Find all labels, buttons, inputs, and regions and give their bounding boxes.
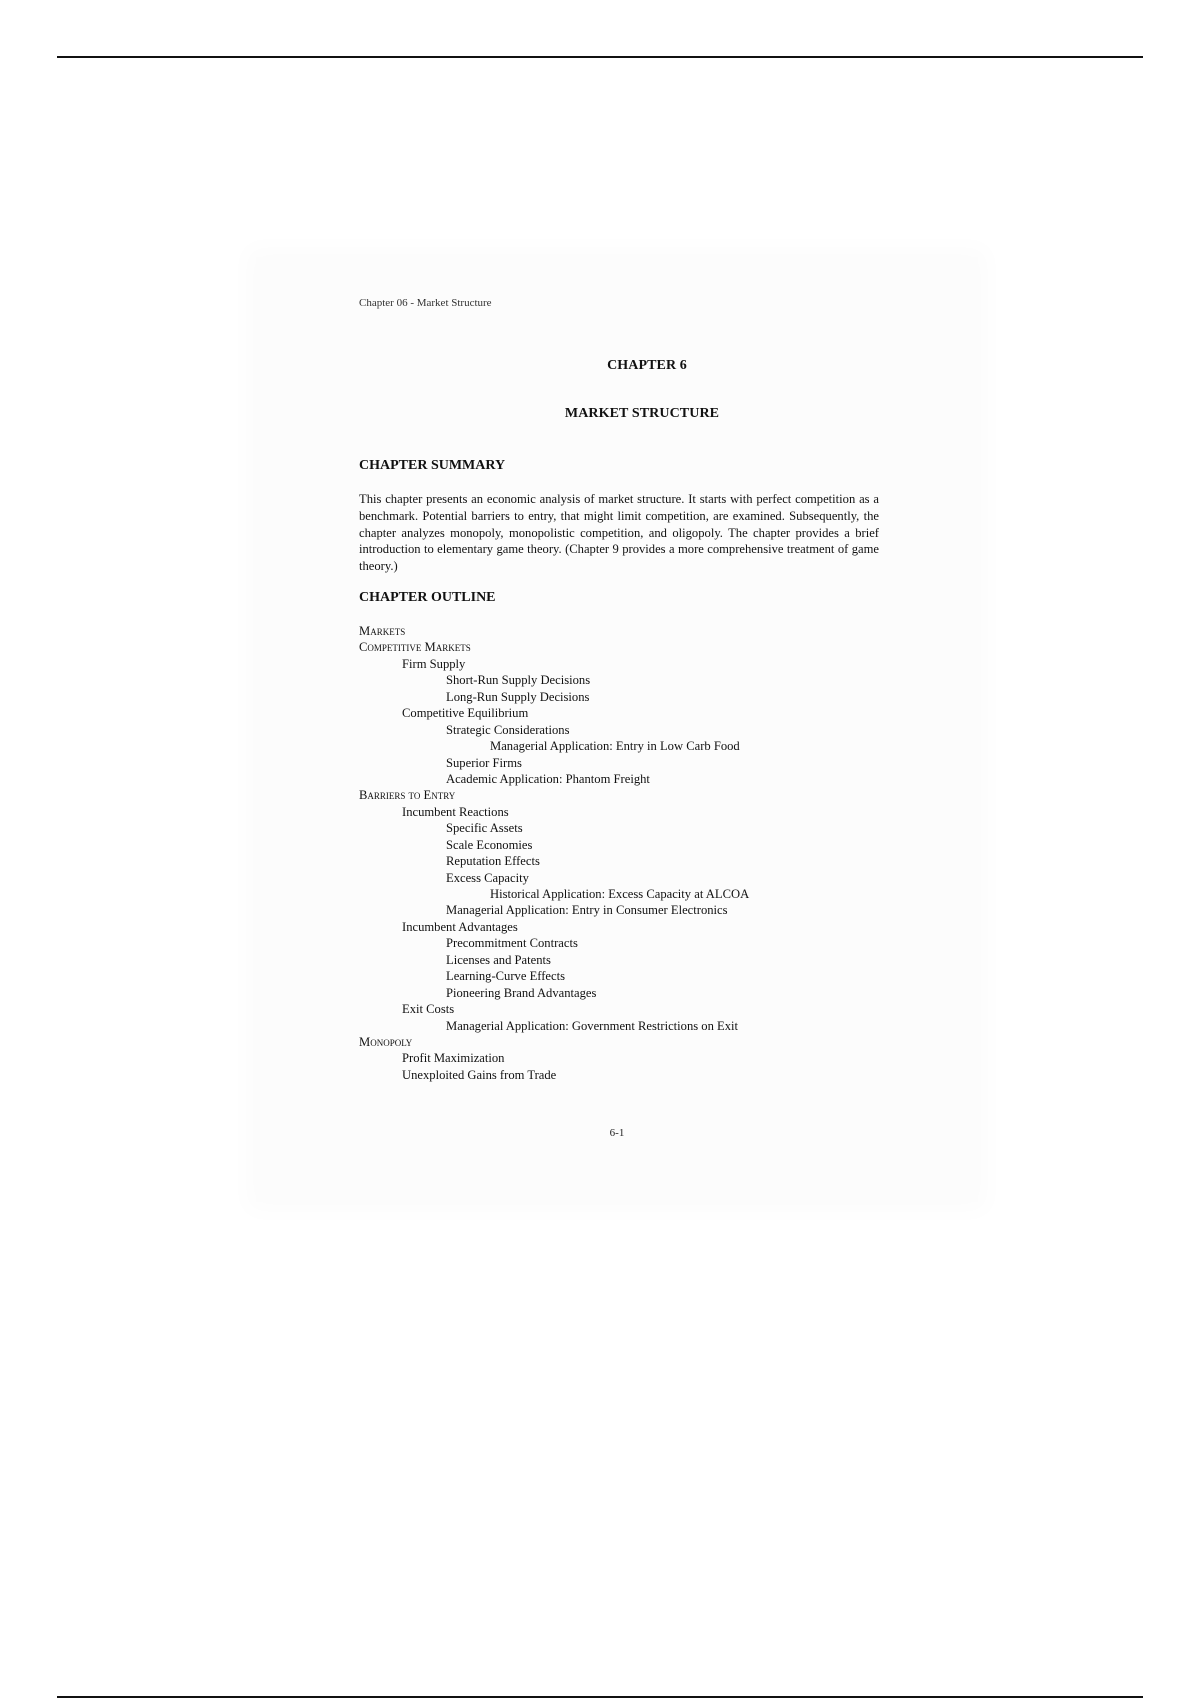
outline-section: Monopoly: [359, 1034, 413, 1049]
outline-item: Firm Supply: [402, 656, 466, 671]
outline-item: Incumbent Advantages: [402, 919, 518, 934]
page-number: 6-1: [609, 1127, 625, 1139]
outline-item: Long-Run Supply Decisions: [446, 689, 590, 704]
outline-item: Incumbent Reactions: [402, 804, 509, 819]
outline-item: Historical Application: Excess Capacity at ALCOA: [490, 887, 750, 901]
document-page: [256, 257, 978, 1202]
summary-paragraph: This chapter presents an economic analysis of market structure. It starts with perfect competition as a benchmark. Potential barriers to entry, that might limit competition, are examined. Subsequently, the chapter analyzes monopoly, monopolistic competition, and oligopoly. The chapter provides a brief introduction to elementary game theory. (Chapter 9 provides a more comprehensive treatment of game theory.): [359, 492, 879, 574]
outline-item: Managerial Application: Government Restrictions on Exit: [446, 1018, 739, 1033]
outline-item: Short-Run Supply Decisions: [446, 673, 591, 688]
outline-item: Excess Capacity: [446, 870, 529, 885]
outline-section: Barriers to Entry: [359, 788, 456, 803]
outline-item: Unexploited Gains from Trade: [402, 1067, 557, 1082]
outline-section: Competitive Markets: [359, 640, 471, 655]
outline-item: Strategic Considerations: [446, 722, 570, 737]
outline-item: Profit Maximization: [402, 1051, 505, 1066]
chapter-number: CHAPTER 6: [607, 358, 687, 373]
outline-item: Scale Economies: [446, 837, 533, 852]
chapter-title: MARKET STRUCTURE: [564, 406, 720, 421]
outline-item: Superior Firms: [446, 755, 522, 770]
bottom-divider: [57, 1696, 1143, 1698]
outline-heading: CHAPTER OUTLINE: [359, 590, 496, 605]
outline-item: Licenses and Patents: [446, 952, 551, 967]
outline-item: Pioneering Brand Advantages: [446, 985, 597, 1000]
outline-item: Managerial Application: Entry in Low Carb Food: [490, 739, 740, 754]
outline-item: Managerial Application: Entry in Consumer Electronics: [446, 903, 728, 918]
summary-heading: CHAPTER SUMMARY: [359, 458, 506, 473]
outline-item: Learning-Curve Effects: [446, 969, 566, 984]
outline-item: Exit Costs: [402, 1002, 455, 1017]
outline-item: Academic Application: Phantom Freight: [446, 771, 650, 786]
outline-item: Precommitment Contracts: [446, 936, 578, 951]
outline-item: Reputation Effects: [446, 854, 540, 869]
chapter-outline: [359, 623, 749, 1083]
outline-section: Markets: [359, 624, 406, 638]
outline-item: Specific Assets: [446, 821, 523, 836]
outline-item: Competitive Equilibrium: [402, 706, 529, 721]
running-header: Chapter 06 - Market Structure: [359, 297, 492, 309]
top-divider: [57, 56, 1143, 58]
